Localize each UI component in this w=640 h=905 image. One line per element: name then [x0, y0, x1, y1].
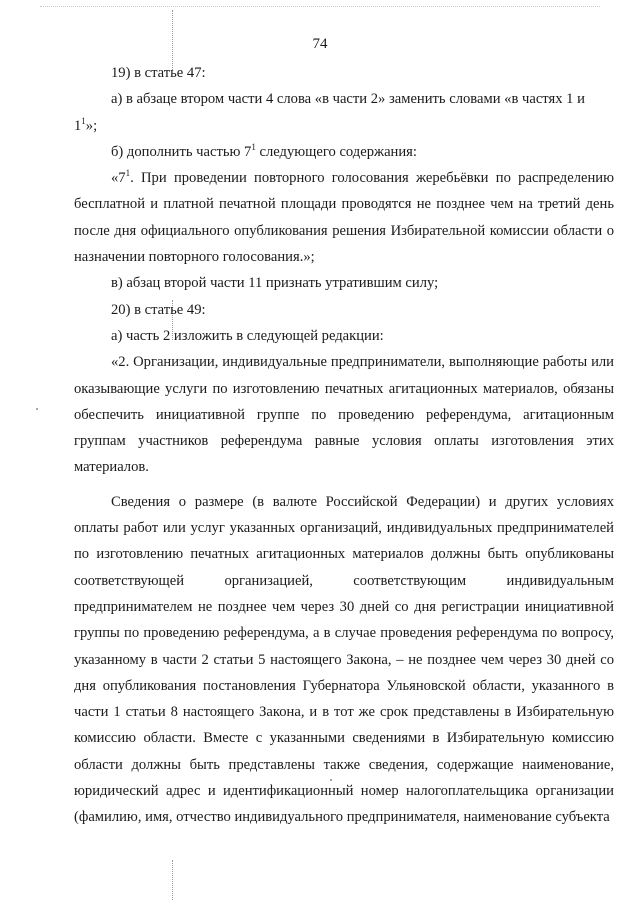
- scan-speck: [36, 408, 38, 410]
- paragraph-info-conditions: Сведения о размере (в валюте Российской Федерации) и других условиях оплаты работ или услуг указанных организаций, индивидуальных предпринимателей по изготовлению печатных агитационных материалов должны быть опубликованы соответствующей организацией, соответствующим индивидуальным предпринимателем не позднее чем через 30 дней со дня регистрации инициативной группы по проведению референдума, а в случае проведения референдума по вопросу, указанному в части 2 статьи 5 настоящего Закона, – не позднее чем через 30 дней со дня опубликования постановления Губернатора Ульяновской области, указанного в части 1 статьи 8 настоящего Закона, и в тот же срок представлены в Избирательную комиссию области. Вместе с указанными сведениями в Избирательную комиссию области должны быть представлены также сведения, содержащие наименование, юридический адрес и идентификационный номер налогоплательщика организации (фамилию, имя, отчество индивидуального предпринимателя, наименование субъекта: [74, 493, 614, 826]
- paragraph-amend-4-cont: [74, 113, 614, 139]
- paragraph-part-7-1-text: [74, 165, 614, 270]
- paragraph-item-19: 19) в статье 47:: [111, 65, 206, 81]
- paragraph-item-20: 20) в статье 49:: [111, 301, 206, 318]
- text-fragment: следующего содержания:: [255, 143, 417, 160]
- text-fragment: 1: [74, 117, 82, 134]
- paragraph-amend-4: а) в абзаце втором части 4 слова «в части 2» заменить словами «в частях 1 и: [111, 91, 585, 108]
- scan-artifact-fold: [172, 860, 173, 900]
- text-fragment: »;: [85, 117, 98, 134]
- text-fragment: б) дополнить частью 7: [111, 143, 252, 160]
- superscript: 1: [125, 168, 131, 179]
- page-number: 74: [312, 36, 328, 52]
- paragraph-part-11: в) абзац второй части 11 признать утратившим силу;: [111, 275, 439, 292]
- text-fragment: «7: [111, 170, 126, 187]
- paragraph-part-2-text: «2. Организации, индивидуальные предприниматели, выполняющие работы или оказывающие услуги по изготовлению печатных агитационных материалов, обязаны обеспечить инициативной группе по проведению референдума, агитационным группам участников референдума равные условия оплаты изготовления этих материалов.: [74, 354, 614, 476]
- text-fragment: . При проведении повторного голосования жеребьёвки по распределению бесплатной и платной печатной площади проводятся не позднее чем на третий день после дня официального опубликования решения Избирательной комиссии области о назначении повторного голосования.»;: [74, 170, 614, 266]
- paragraph-part-2-edit: а) часть 2 изложить в следующей редакции:: [111, 327, 384, 344]
- scan-artifact-top: [40, 6, 600, 7]
- superscript: 1: [81, 115, 86, 126]
- paragraph-spacer: [74, 481, 614, 489]
- superscript: 1: [251, 141, 256, 152]
- paragraph-add-part-7-1: [74, 139, 614, 165]
- document-body: [74, 60, 614, 831]
